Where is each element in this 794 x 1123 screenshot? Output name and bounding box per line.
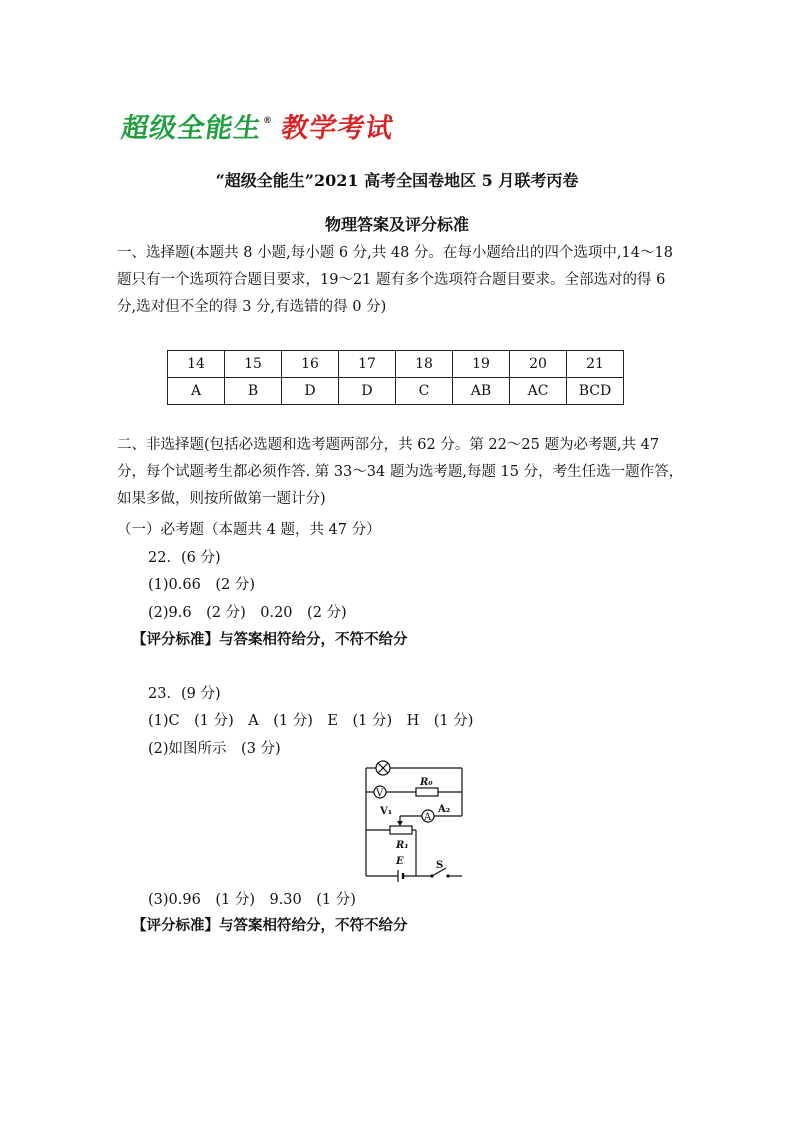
question-number-cell: 16 xyxy=(282,351,339,378)
r0-label: R₀ xyxy=(420,777,433,788)
q22-answer-2: (2)9.6 (2 分) 0.20 (2 分) xyxy=(148,605,347,621)
answer-cell: D xyxy=(282,378,339,405)
voltmeter-label: V₁ xyxy=(380,806,393,817)
q23-heading: 23．(9 分) xyxy=(148,686,221,702)
section-2-instructions: 二、非选择题(包括必选题和选考题两部分，共 62 分。第 22～25 题为必考题,共 47 分，每个试题考生都必须作答. 第 33～34 题为选考题,每题 15 分，考生任选一题作答，如果多做，则按所做第一题计分) xyxy=(117,437,684,507)
document-subtitle: 物理答案及评分标准 xyxy=(324,215,469,234)
answer-table xyxy=(167,350,624,405)
r1-label: R₁ xyxy=(396,840,409,851)
q22-scoring-standard: 【评分标准】与答案相符给分，不符不给分 xyxy=(132,631,408,648)
q23-answer-3: (3)0.96 (1 分) 9.30 (1 分) xyxy=(148,892,356,908)
emf-label: E xyxy=(396,856,404,867)
brand-logo xyxy=(119,106,396,146)
q22-heading: 22．(6 分) xyxy=(148,550,221,566)
question-number-cell: 14 xyxy=(168,351,225,378)
question-number-cell: 15 xyxy=(225,351,282,378)
ammeter-symbol: A xyxy=(424,812,432,823)
question-number-cell: 19 xyxy=(453,351,510,378)
registered-mark: ® xyxy=(263,116,272,126)
answer-cell: D xyxy=(339,378,396,405)
q23-answer-1: (1)C (1 分) A (1 分) E (1 分) H (1 分) xyxy=(148,713,474,729)
q23-answer-2: (2)如图所示 (3 分) xyxy=(148,741,281,757)
section-1-instructions: 一、选择题(本题共 8 小题,每小题 6 分,共 48 分。在每小题给出的四个选项中,14～18 题只有一个选项符合题目要求，19～21 题有多个选项符合题目要求。全部选对的得 6 分,选对但不全的得 3 分,有选错的得 0 分) xyxy=(117,245,673,315)
circuit-diagram xyxy=(360,758,470,883)
logo-sub-text: 教学考试 xyxy=(279,113,396,144)
q22-answer-1: (1)0.66 (2 分) xyxy=(148,577,255,593)
logo-brand-text: 超级全能生 xyxy=(119,113,264,144)
switch-label: S xyxy=(436,860,444,871)
answer-table-answer-row xyxy=(168,378,624,405)
ammeter-label: A₂ xyxy=(438,804,451,815)
required-questions-heading: （一）必考题（本题共 4 题，共 47 分） xyxy=(117,522,381,538)
answer-cell: C xyxy=(396,378,453,405)
answer-cell: A xyxy=(168,378,225,405)
answer-cell: AC xyxy=(510,378,567,405)
voltmeter-symbol: V xyxy=(376,788,384,799)
question-number-cell: 17 xyxy=(339,351,396,378)
answer-cell: AB xyxy=(453,378,510,405)
answer-cell: BCD xyxy=(567,378,624,405)
answer-table-number-row xyxy=(168,351,624,378)
question-number-cell: 18 xyxy=(396,351,453,378)
question-number-cell: 21 xyxy=(567,351,624,378)
q23-scoring-standard: 【评分标准】与答案相符给分，不符不给分 xyxy=(132,917,408,934)
question-number-cell: 20 xyxy=(510,351,567,378)
document-title: “超级全能生”2021 高考全国卷地区 5 月联考丙卷 xyxy=(215,171,579,190)
answer-cell: B xyxy=(225,378,282,405)
